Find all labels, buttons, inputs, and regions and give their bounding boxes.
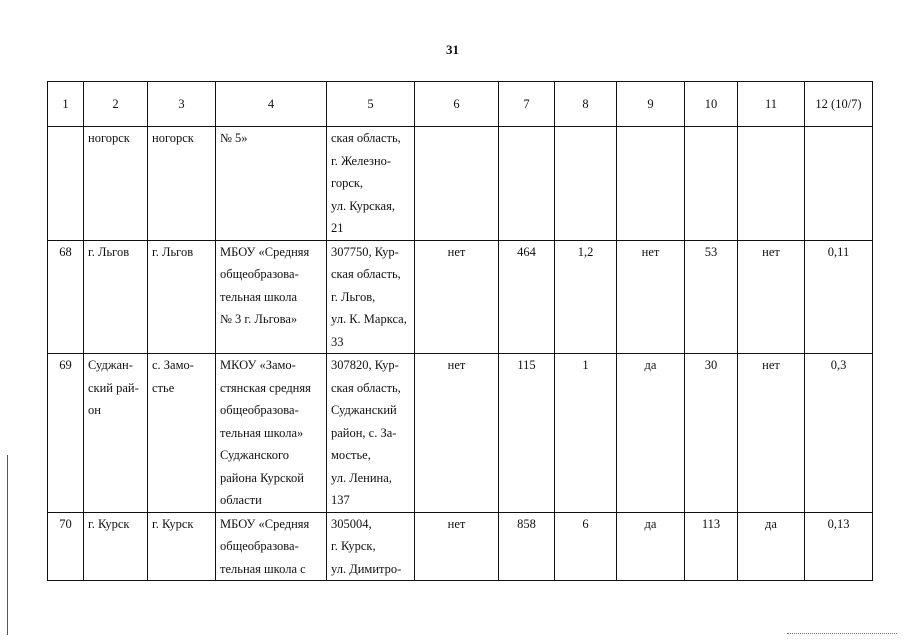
table-cell-col-10 — [685, 354, 738, 513]
cell-text-line: район, с. За- — [331, 425, 397, 440]
footer-dotted-line — [787, 633, 897, 634]
table-cell-col-1 — [48, 127, 84, 241]
table-cell-col-2 — [84, 354, 148, 513]
cell-text-line: № 3 г. Льгова» — [220, 312, 298, 326]
cell-text-line: он — [88, 403, 101, 417]
table-cell-col-1 — [48, 512, 84, 581]
margin-line — [7, 455, 8, 635]
cell-text-line: 305004, — [331, 516, 372, 531]
cell-text-line: г. Льгов — [152, 244, 194, 259]
table-cell-col-10 — [685, 240, 738, 354]
cell-text-line: 307820, Кур- — [331, 358, 399, 372]
cell-text-line: ский рай- — [88, 380, 139, 395]
cell-text-line: ская область, — [331, 131, 401, 145]
cell-text-line: 113 — [701, 516, 721, 531]
cell-text-line: Суджанского — [220, 448, 290, 462]
table-cell-col-10 — [685, 127, 738, 241]
data-table — [47, 81, 873, 581]
table-cell-col-11 — [738, 240, 805, 354]
table-cell-col-1 — [48, 240, 84, 354]
table-cell-col-5 — [327, 127, 415, 241]
table-cell-col-3 — [148, 127, 216, 241]
table-cell-col-3 — [148, 354, 216, 513]
cell-text-line: тельная школа» — [220, 425, 304, 440]
table-cell-col-2 — [84, 240, 148, 354]
cell-text-line: нет — [447, 358, 466, 372]
table-cell-col-12 — [805, 240, 873, 354]
cell-text-line: г. Железно- — [331, 153, 392, 168]
cell-text-line: нет — [762, 358, 780, 372]
cell-text-line: да — [644, 516, 657, 531]
cell-text-line: нет — [641, 244, 660, 259]
cell-text-line: общеобразова- — [220, 403, 299, 417]
column-header-12: 12 (10/7) — [805, 82, 873, 127]
cell-text-line: ул. К. Маркса, — [331, 312, 407, 326]
cell-text-line: с. Замо- — [152, 358, 194, 372]
column-header-8: 8 — [555, 82, 617, 127]
column-header-5: 5 — [327, 82, 415, 127]
cell-text-line: ногорск — [152, 131, 194, 145]
cell-text-line: МБОУ «Средняя — [220, 516, 310, 531]
table-cell-col-7 — [499, 512, 555, 581]
cell-text-line: 70 — [59, 516, 72, 531]
cell-text-line: 137 — [331, 493, 350, 507]
cell-text-line: 21 — [331, 221, 344, 235]
table-cell-col-5 — [327, 354, 415, 513]
table-cell-col-9 — [617, 354, 685, 513]
cell-text-line: 53 — [704, 244, 718, 259]
cell-text-line: г. Льгов, — [331, 289, 376, 304]
cell-text-line: общеобразова- — [220, 539, 299, 553]
table-cell-col-8 — [555, 512, 617, 581]
page-number: 31 — [446, 42, 459, 57]
table-cell-col-11 — [738, 127, 805, 241]
cell-text-line: да — [644, 358, 657, 372]
column-header-6: 6 — [415, 82, 499, 127]
cell-text-line: 0,11 — [827, 244, 850, 259]
cell-text-line: 0,3 — [830, 358, 847, 372]
table-cell-col-6 — [415, 512, 499, 581]
table-cell-col-8 — [555, 354, 617, 513]
cell-text-line: ногорск — [88, 131, 130, 145]
table-cell-col-7 — [499, 127, 555, 241]
column-header-4: 4 — [216, 82, 327, 127]
cell-text-line: горск, — [331, 176, 364, 190]
table-cell-col-2 — [84, 127, 148, 241]
cell-text-line: 307750, Кур- — [331, 244, 399, 259]
table-cell-col-7 — [499, 240, 555, 354]
table-row — [48, 512, 873, 581]
header-row — [48, 82, 873, 127]
table-row — [48, 127, 873, 241]
table-cell-col-12 — [805, 127, 873, 241]
column-header-1: 1 — [48, 82, 84, 127]
cell-text-line: г. Курск — [88, 516, 130, 531]
cell-text-line: да — [765, 516, 777, 531]
cell-text-line: ул. Ленина, — [331, 470, 392, 485]
table-cell-col-1 — [48, 354, 84, 513]
table-cell-col-11 — [738, 512, 805, 581]
table-cell-col-6 — [415, 354, 499, 513]
table-cell-col-6 — [415, 127, 499, 241]
table-cell-col-2 — [84, 512, 148, 581]
cell-text-line: района Курской — [220, 470, 304, 485]
table-cell-col-12 — [805, 354, 873, 513]
table-cell-col-8 — [555, 127, 617, 241]
cell-text-line: МКОУ «Замо- — [220, 358, 296, 372]
table-cell-col-12 — [805, 512, 873, 581]
table-cell-col-4 — [216, 240, 327, 354]
cell-text-line: 68 — [59, 244, 72, 259]
cell-text-line: МБОУ «Средняя — [220, 244, 310, 259]
cell-text-line: стье — [152, 380, 175, 395]
table-row — [48, 240, 873, 354]
cell-text-line: 33 — [331, 334, 344, 349]
table-cell-col-9 — [617, 240, 685, 354]
cell-text-line: 69 — [59, 358, 72, 372]
table-body — [48, 127, 873, 581]
cell-text-line: 1 — [582, 358, 589, 372]
table-cell-col-10 — [685, 512, 738, 581]
column-header-2: 2 — [84, 82, 148, 127]
cell-text-line: 6 — [582, 516, 589, 531]
cell-text-line: 858 — [517, 516, 536, 531]
table-cell-col-3 — [148, 240, 216, 354]
cell-text-line: 115 — [517, 358, 536, 372]
table-cell-col-5 — [327, 240, 415, 354]
table-cell-col-5 — [327, 512, 415, 581]
cell-text-line: общеобразова- — [220, 267, 299, 281]
cell-text-line: ул. Димитро- — [331, 561, 402, 576]
cell-text-line: ул. Курская, — [331, 198, 395, 213]
cell-text-line: области — [220, 493, 262, 507]
table-cell-col-9 — [617, 512, 685, 581]
cell-text-line: тельная школа с — [220, 561, 306, 576]
table-cell-col-7 — [499, 354, 555, 513]
cell-text-line: 1,2 — [577, 244, 594, 259]
cell-text-line: 30 — [704, 358, 718, 372]
cell-text-line: тельная школа — [220, 289, 297, 304]
table-cell-col-4 — [216, 127, 327, 241]
cell-text-line: стянская средняя — [220, 380, 311, 395]
cell-text-line: № 5» — [220, 131, 248, 145]
table-cell-col-3 — [148, 512, 216, 581]
cell-text-line: нет — [762, 244, 780, 259]
table-cell-col-9 — [617, 127, 685, 241]
cell-text-line: ская область, — [331, 267, 401, 281]
cell-text-line: Суджанский — [331, 403, 397, 417]
column-header-7: 7 — [499, 82, 555, 127]
table-cell-col-4 — [216, 354, 327, 513]
cell-text-line: мостье, — [331, 448, 371, 462]
column-header-3: 3 — [148, 82, 216, 127]
cell-text-line: г. Курск, — [331, 539, 376, 553]
cell-text-line: 0,13 — [827, 516, 850, 531]
column-header-11: 11 — [738, 82, 805, 127]
cell-text-line: нет — [447, 244, 466, 259]
cell-text-line: нет — [447, 516, 466, 531]
table-cell-col-4 — [216, 512, 327, 581]
cell-text-line: г. Льгов — [88, 244, 130, 259]
column-header-10: 10 — [685, 82, 738, 127]
table-cell-col-8 — [555, 240, 617, 354]
cell-text-line: ская область, — [331, 380, 401, 395]
cell-text-line: г. Курск — [152, 516, 194, 531]
cell-text-line: Суджан- — [88, 358, 133, 372]
table-cell-col-6 — [415, 240, 499, 354]
column-header-9: 9 — [617, 82, 685, 127]
cell-text-line: 464 — [517, 244, 536, 259]
table-row — [48, 354, 873, 513]
table-cell-col-11 — [738, 354, 805, 513]
